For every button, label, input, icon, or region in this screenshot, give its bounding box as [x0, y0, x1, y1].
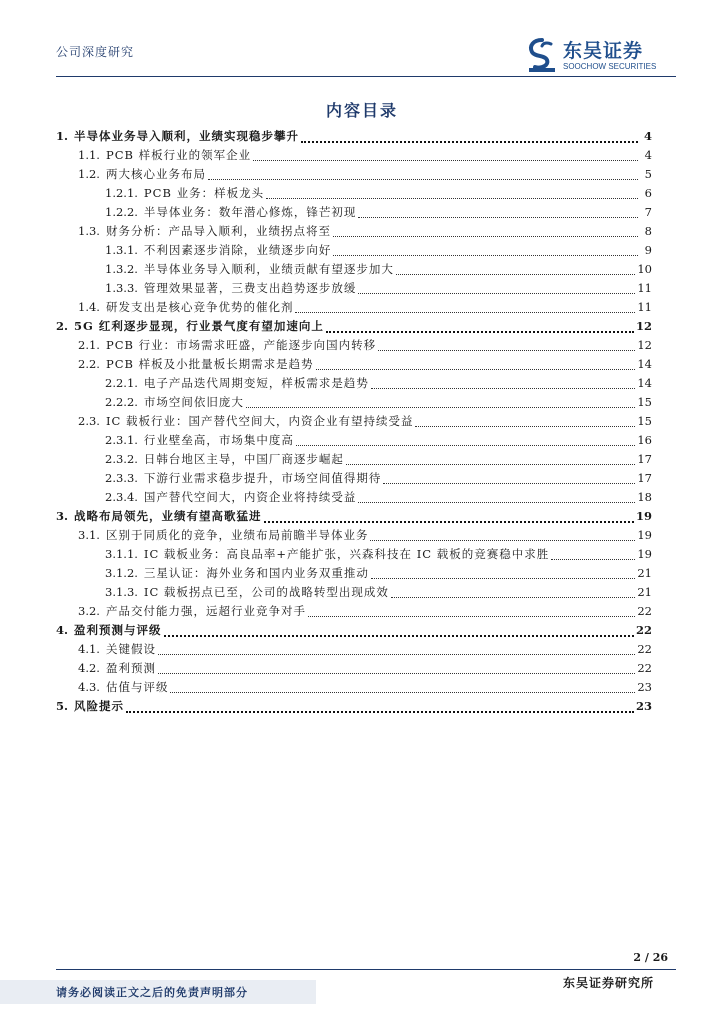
- toc-entry-number: 3.1.: [78, 528, 100, 542]
- page-counter: 2 / 26: [633, 951, 668, 964]
- toc-entry-title: 区别于同质化的竞争，业绩布局前瞻半导体业务: [105, 528, 369, 542]
- toc-dot-leader: [378, 338, 635, 351]
- toc-entry-number: 3.: [56, 509, 69, 523]
- toc-entry-number: 4.1.: [78, 642, 100, 656]
- brand-logo: [527, 36, 677, 74]
- toc-title: 内容目录: [325, 101, 398, 120]
- toc-entry-number: 1.2.1.: [105, 186, 138, 200]
- toc-dot-leader: [346, 452, 635, 465]
- toc-dot-leader: [264, 509, 634, 523]
- toc-entry-page: 14: [637, 376, 652, 390]
- toc-dot-leader: [316, 357, 636, 370]
- toc-entry-page: 12: [635, 319, 652, 333]
- toc-entry-number: 3.2.: [78, 604, 100, 618]
- footer-divider: [56, 969, 676, 970]
- toc-entry-number: 2.2.2.: [105, 395, 138, 409]
- toc-entry[interactable]: [56, 507, 652, 526]
- toc-entry-title: 两大核心业务布局: [105, 167, 206, 181]
- toc-entry-page: 19: [637, 547, 652, 561]
- toc-entry-page: 17: [637, 471, 652, 485]
- toc-dot-leader: [301, 129, 638, 143]
- toc-entry-number: 2.3.3.: [105, 471, 138, 485]
- toc-entry-title: 不利因素逐步消除，业绩逐步向好: [143, 243, 332, 257]
- toc-entry[interactable]: [56, 583, 652, 602]
- toc-entry[interactable]: [56, 203, 652, 222]
- toc-entry-page: 4: [644, 148, 652, 162]
- toc-entry-number: 1.3.2.: [105, 262, 138, 276]
- toc-entry[interactable]: [56, 146, 652, 165]
- toc-entry[interactable]: [56, 659, 652, 678]
- toc-entry-number: 1.4.: [78, 300, 100, 314]
- toc-dot-leader: [391, 585, 635, 598]
- toc-entry[interactable]: [56, 431, 652, 450]
- toc-dot-leader: [308, 604, 635, 617]
- toc-entry-page: 12: [637, 338, 652, 352]
- toc-dot-leader: [266, 186, 638, 199]
- toc-entry[interactable]: [56, 260, 652, 279]
- toc-entry-number: 1.2.: [78, 167, 100, 181]
- toc-entry[interactable]: [56, 488, 652, 507]
- toc-entry-page: 18: [637, 490, 652, 504]
- toc-dot-leader: [415, 414, 635, 427]
- toc-entry-page: 22: [637, 642, 652, 656]
- toc-entry-title: 半导体业务导入顺利，业绩贡献有望逐步加大: [143, 262, 394, 276]
- toc-entry-number: 2.3.4.: [105, 490, 138, 504]
- toc-entry-title: 5G 红利逐步显现，行业景气度有望加速向上: [74, 319, 324, 333]
- toc-entry-title: PCB 样板及小批量板长期需求是趋势: [105, 357, 314, 371]
- toc-entry-title: 财务分析：产品导入顺利，业绩拐点将至: [105, 224, 331, 238]
- toc-entry-title: 电子产品迭代周期变短，样板需求是趋势: [143, 376, 369, 390]
- toc-entry[interactable]: [56, 241, 652, 260]
- toc-entry-number: 4.: [56, 623, 69, 637]
- toc-entry-number: 1.3.1.: [105, 243, 138, 257]
- toc-entry-page: 6: [644, 186, 652, 200]
- document-type-label: 公司深度研究: [56, 45, 135, 59]
- toc-entry-title: 国产替代空间大，内资企业将持续受益: [143, 490, 357, 504]
- toc-entry[interactable]: [56, 165, 652, 184]
- toc-entry[interactable]: [56, 222, 652, 241]
- toc-entry[interactable]: [56, 317, 652, 336]
- toc-entry[interactable]: [56, 355, 652, 374]
- toc-dot-leader: [333, 243, 638, 256]
- toc-entry-page: 15: [637, 414, 652, 428]
- toc-entry-number: 1.: [56, 129, 69, 143]
- toc-dot-leader: [358, 281, 635, 294]
- toc-entry-title: 三星认证：海外业务和国内业务双重推动: [143, 566, 369, 580]
- toc-entry-number: 1.3.: [78, 224, 100, 238]
- toc-entry-title: 半导体业务导入顺利，业绩实现稳步攀升: [74, 129, 300, 143]
- toc-entry-number: 3.1.2.: [105, 566, 138, 580]
- toc-entry[interactable]: [56, 640, 652, 659]
- footer-disclaimer: 请务必阅读正文之后的免责声明部分: [56, 986, 248, 999]
- toc-entry-number: 5.: [56, 699, 69, 713]
- toc-dot-leader: [295, 300, 635, 313]
- toc-entry-title: IC 载板业务：高良品率+产能扩张，兴森科技在 IC 载板的竞赛稳中求胜: [143, 547, 550, 561]
- toc-entry-number: 2.2.: [78, 357, 100, 371]
- toc-entry[interactable]: [56, 412, 652, 431]
- toc-entry-title: 盈利预测: [105, 661, 156, 675]
- toc-entry-page: 23: [637, 680, 652, 694]
- toc-entry[interactable]: [56, 621, 652, 640]
- toc-dot-leader: [371, 566, 635, 579]
- toc-entry-page: 19: [635, 509, 652, 523]
- toc-entry-number: 1.2.2.: [105, 205, 138, 219]
- toc-entry-number: 3.1.3.: [105, 585, 138, 599]
- toc-dot-leader: [158, 661, 635, 674]
- toc-entry[interactable]: [56, 336, 652, 355]
- toc-entry-number: 2.3.1.: [105, 433, 138, 447]
- toc-entry-title: IC 载板拐点已至，公司的战略转型出现成效: [143, 585, 389, 599]
- toc-entry-title: 研发支出是核心竞争优势的催化剂: [105, 300, 294, 314]
- toc-entry[interactable]: [56, 450, 652, 469]
- toc-entry[interactable]: [56, 279, 652, 298]
- toc-entry-title: 行业壁垒高，市场集中度高: [143, 433, 294, 447]
- toc-entry-page: 22: [637, 661, 652, 675]
- toc-entry-page: 10: [637, 262, 652, 276]
- toc-entry-title: 日韩台地区主导，中国厂商逐步崛起: [143, 452, 344, 466]
- toc-entry-page: 9: [644, 243, 652, 257]
- toc-entry-page: 21: [637, 585, 652, 599]
- toc-dot-leader: [164, 623, 634, 637]
- toc-entry[interactable]: [56, 697, 652, 716]
- toc-dot-leader: [253, 148, 638, 161]
- toc-entry-number: 2.: [56, 319, 69, 333]
- toc-entry-number: 2.1.: [78, 338, 100, 352]
- toc-dot-leader: [326, 319, 634, 333]
- toc-dot-leader: [333, 224, 638, 237]
- toc-entry-number: 1.3.3.: [105, 281, 138, 295]
- toc-entry[interactable]: [56, 184, 652, 203]
- toc-dot-leader: [158, 642, 635, 655]
- toc-entry-page: 14: [637, 357, 652, 371]
- toc-entry-page: 11: [637, 281, 652, 295]
- toc-entry-page: 19: [637, 528, 652, 542]
- toc-dot-leader: [371, 376, 635, 389]
- toc-dot-leader: [396, 262, 635, 275]
- toc-dot-leader: [551, 547, 635, 560]
- brand-name-en: SOOCHOW SECURITIES: [563, 62, 657, 71]
- footer-organization: 东吴证券研究所: [562, 976, 654, 990]
- toc-dot-leader: [208, 167, 638, 180]
- toc-dot-leader: [358, 205, 638, 218]
- toc-entry[interactable]: [56, 545, 652, 564]
- toc-entry[interactable]: [56, 469, 652, 488]
- toc-entry-title: PCB 样板行业的领军企业: [105, 148, 252, 162]
- toc-dot-leader: [246, 395, 635, 408]
- toc-entry-page: 8: [644, 224, 652, 238]
- toc-entry-page: 23: [635, 699, 652, 713]
- toc-entry-number: 2.2.1.: [105, 376, 138, 390]
- toc-entry[interactable]: [56, 678, 652, 697]
- toc-entry-number: 4.3.: [78, 680, 100, 694]
- toc-entry[interactable]: [56, 602, 652, 621]
- toc-dot-leader: [170, 680, 635, 693]
- toc-entry[interactable]: [56, 298, 652, 317]
- toc-entry[interactable]: [56, 526, 652, 545]
- toc-dot-leader: [358, 490, 635, 503]
- toc-entry-title: 市场空间依旧庞大: [143, 395, 244, 409]
- toc-entry-title: PCB 行业：市场需求旺盛，产能逐步向国内转移: [105, 338, 377, 352]
- toc-entry-number: 3.1.1.: [105, 547, 138, 561]
- toc-entry-page: 21: [637, 566, 652, 580]
- toc-entry-page: 4: [643, 129, 652, 143]
- toc-dot-leader: [370, 528, 635, 541]
- toc-entry-number: 1.1.: [78, 148, 100, 162]
- header-divider: [56, 76, 676, 77]
- toc-dot-leader: [383, 471, 635, 484]
- toc-dot-leader: [296, 433, 635, 446]
- table-of-contents: [56, 127, 652, 716]
- toc-dot-leader: [126, 699, 634, 713]
- toc-entry-page: 11: [637, 300, 652, 314]
- toc-entry-title: 风险提示: [74, 699, 125, 713]
- toc-entry-title: 下游行业需求稳步提升，市场空间值得期待: [143, 471, 382, 485]
- toc-entry[interactable]: [56, 127, 652, 146]
- toc-entry-title: PCB 业务：样板龙头: [143, 186, 265, 200]
- toc-entry-number: 2.3.2.: [105, 452, 138, 466]
- toc-entry-title: 估值与评级: [105, 680, 169, 694]
- toc-entry-page: 22: [637, 604, 652, 618]
- toc-entry-page: 15: [637, 395, 652, 409]
- toc-entry-number: 2.3.: [78, 414, 100, 428]
- toc-entry-title: 关键假设: [105, 642, 156, 656]
- soochow-logo-icon: [527, 38, 557, 72]
- toc-entry-title: 管理效果显著，三费支出趋势逐步放缓: [143, 281, 357, 295]
- toc-entry[interactable]: [56, 374, 652, 393]
- toc-entry-title: 半导体业务：数年潜心修炼，锋芒初现: [143, 205, 357, 219]
- toc-entry[interactable]: [56, 393, 652, 412]
- toc-entry-title: 战略布局领先，业绩有望高歌猛进: [74, 509, 262, 523]
- toc-entry-title: 盈利预测与评级: [74, 623, 162, 637]
- brand-name-cn: 东吴证券: [563, 40, 644, 62]
- toc-entry-page: 7: [644, 205, 652, 219]
- toc-entry-page: 5: [644, 167, 652, 181]
- toc-entry-page: 22: [635, 623, 652, 637]
- toc-entry-title: 产品交付能力强，远超行业竞争对手: [105, 604, 306, 618]
- toc-entry[interactable]: [56, 564, 652, 583]
- toc-entry-page: 16: [637, 433, 652, 447]
- toc-entry-page: 17: [637, 452, 652, 466]
- toc-entry-title: IC 载板行业：国产替代空间大，内资企业有望持续受益: [105, 414, 414, 428]
- toc-entry-number: 4.2.: [78, 661, 100, 675]
